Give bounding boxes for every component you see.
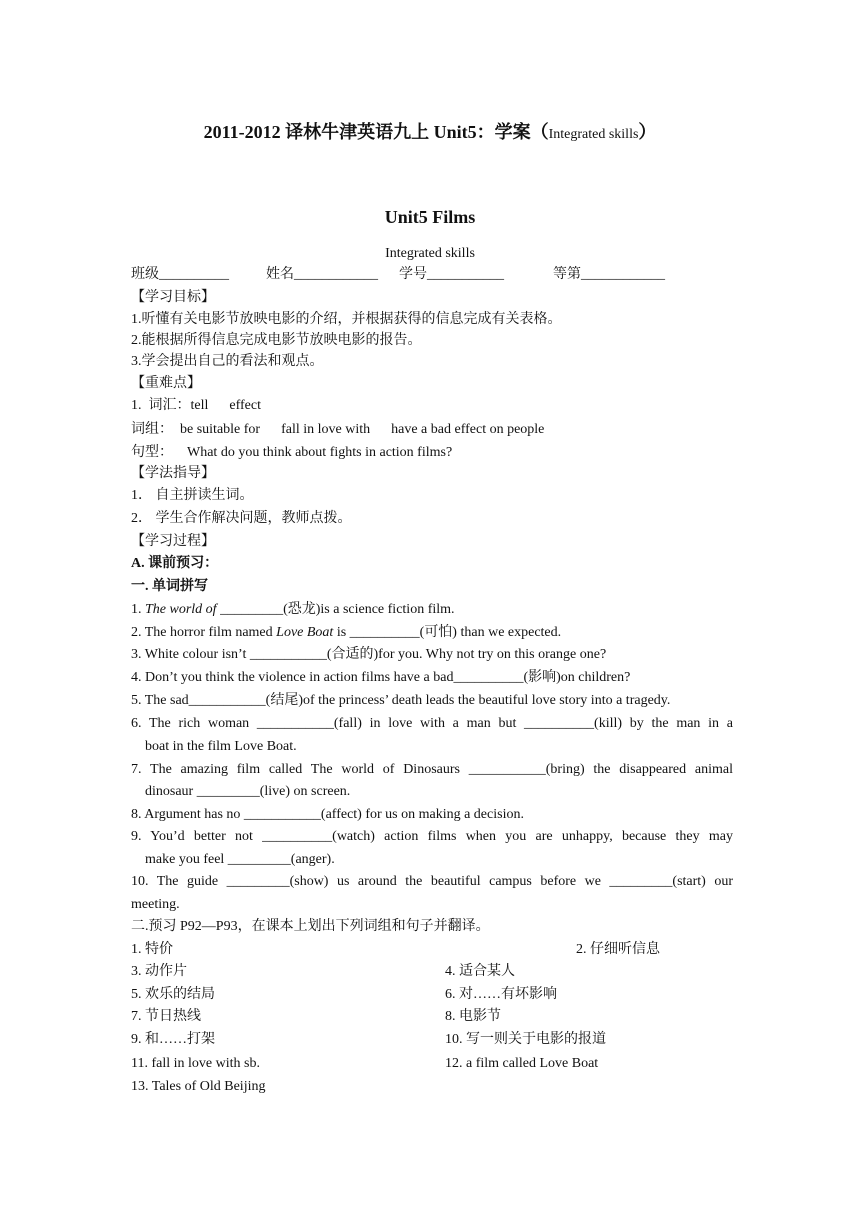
class-blank[interactable]: __________ [159, 267, 229, 282]
name-label: 姓名 [266, 267, 294, 282]
grade-blank[interactable]: ____________ [581, 267, 665, 282]
part-one-heading: 一. 单词拼写 [131, 579, 208, 594]
key-vocab: 1. 词汇：tell effect [131, 398, 261, 413]
phrase-row [131, 985, 733, 1005]
key-sentence: 句型： What do you think about fights in action films? [131, 445, 453, 460]
phrase-row [131, 1054, 733, 1074]
goal-item: 3.学会提出自己的看法和观点。 [131, 354, 324, 369]
exercise-text: _________(恐龙)is a science fiction film. [220, 602, 455, 617]
section-name: Integrated skills [385, 246, 475, 261]
exercise-text: is __________(可怕) than we expected. [333, 625, 562, 640]
grade-label: 等第 [553, 267, 581, 282]
document-title [0, 118, 860, 144]
goals-heading: 【学习目标】 [131, 290, 215, 305]
goal-item: 1.听懂有关电影节放映电影的介绍，并根据获得的信息完成有关表格。 [131, 312, 562, 327]
method-item: 2． 学生合作解决问题，教师点拨。 [131, 511, 352, 526]
exercise-italic-text: Love Boat [276, 625, 334, 640]
exercise-text: 2. The horror film named [131, 625, 277, 640]
exercise-item-cont: meeting. [131, 897, 180, 912]
student-info-row [131, 265, 733, 285]
exercise-item: 3. White colour isn’t ___________(合适的)for you. Why not try on this orange one? [131, 647, 607, 662]
unit-title: Unit5 Films [384, 207, 476, 227]
exercise-item: 6. The rich woman ___________(fall) in love with a man but __________(kill) by the man in a [131, 716, 733, 731]
exercise-text: 1. [131, 602, 145, 617]
phrase-item: 1. 特价 [131, 942, 173, 957]
exercise-item-cont: boat in the film Love Boat. [145, 739, 297, 754]
part-a-heading: A. 课前预习： [131, 556, 219, 571]
exercise-item: 8. Argument has no ___________(affect) for us on making a decision. [131, 807, 524, 822]
exercise-item [131, 600, 733, 620]
phrase-item: 8. 电影节 [445, 1009, 501, 1024]
key-points-heading: 【重难点】 [131, 376, 201, 391]
part-two-heading: 二.预习 P92—P93，在课本上划出下列词组和句子并翻译。 [131, 919, 490, 934]
title-subtitle: Integrated skills [548, 127, 639, 142]
phrase-item: 6. 对……有坏影响 [445, 987, 557, 1002]
exercise-item: 4. Don’t you think the violence in action films have a bad__________(影响)on children? [131, 670, 631, 685]
goal-item: 2.能根据所得信息完成电影节放映电影的报告。 [131, 333, 422, 348]
phrase-item: 5. 欢乐的结局 [131, 987, 215, 1002]
exercise-item: 9. You’d better not __________(watch) action films when you are unhappy, because they may [131, 829, 733, 844]
title-prefix: 2011-2012 译林牛津英语九上 Unit5：学案（ [203, 122, 549, 142]
student-no-blank[interactable]: ___________ [427, 267, 504, 282]
phrase-item: 9. 和……打架 [131, 1032, 215, 1047]
key-phrases: 词组： be suitable for fall in love with have a bad effect on people [131, 422, 545, 437]
phrase-item: 11. fall in love with sb. [131, 1056, 260, 1071]
exercise-item-cont: make you feel _________(anger). [145, 852, 335, 867]
method-heading: 【学法指导】 [131, 466, 215, 481]
phrase-item: 13. Tales of Old Beijing [131, 1079, 266, 1094]
phrase-row [131, 1077, 733, 1097]
student-no-label: 学号 [399, 267, 427, 282]
title-suffix: ） [638, 122, 657, 142]
exercise-item: 10. The guide _________(show) us around the beautiful campus before we _________(start) our [131, 874, 733, 889]
process-heading: 【学习过程】 [131, 534, 215, 549]
exercise-item [131, 623, 733, 643]
phrase-item: 3. 动作片 [131, 964, 187, 979]
phrase-item: 2. 仔细听信息 [576, 942, 660, 957]
phrase-row [131, 1030, 733, 1050]
phrase-row [131, 940, 733, 960]
phrase-row [131, 962, 733, 982]
method-item: 1． 自主拼读生词。 [131, 488, 254, 503]
phrase-item: 4. 适合某人 [445, 964, 515, 979]
exercise-item: 7. The amazing film called The world of Dinosaurs ___________(bring) the disappeared animal [131, 762, 733, 777]
phrase-row [131, 1007, 733, 1027]
exercise-item: 5. The sad___________(结尾)of the princess’ death leads the beautiful love story into a tragedy. [131, 693, 671, 708]
phrase-item: 10. 写一则关于电影的报道 [445, 1032, 606, 1047]
name-blank[interactable]: ____________ [294, 267, 378, 282]
phrase-item: 12. a film called Love Boat [445, 1056, 599, 1071]
exercise-item-cont: dinosaur _________(live) on screen. [145, 784, 351, 799]
phrase-item: 7. 节日热线 [131, 1009, 201, 1024]
exercise-italic-text: The world of [145, 602, 221, 617]
class-label: 班级 [131, 267, 159, 282]
